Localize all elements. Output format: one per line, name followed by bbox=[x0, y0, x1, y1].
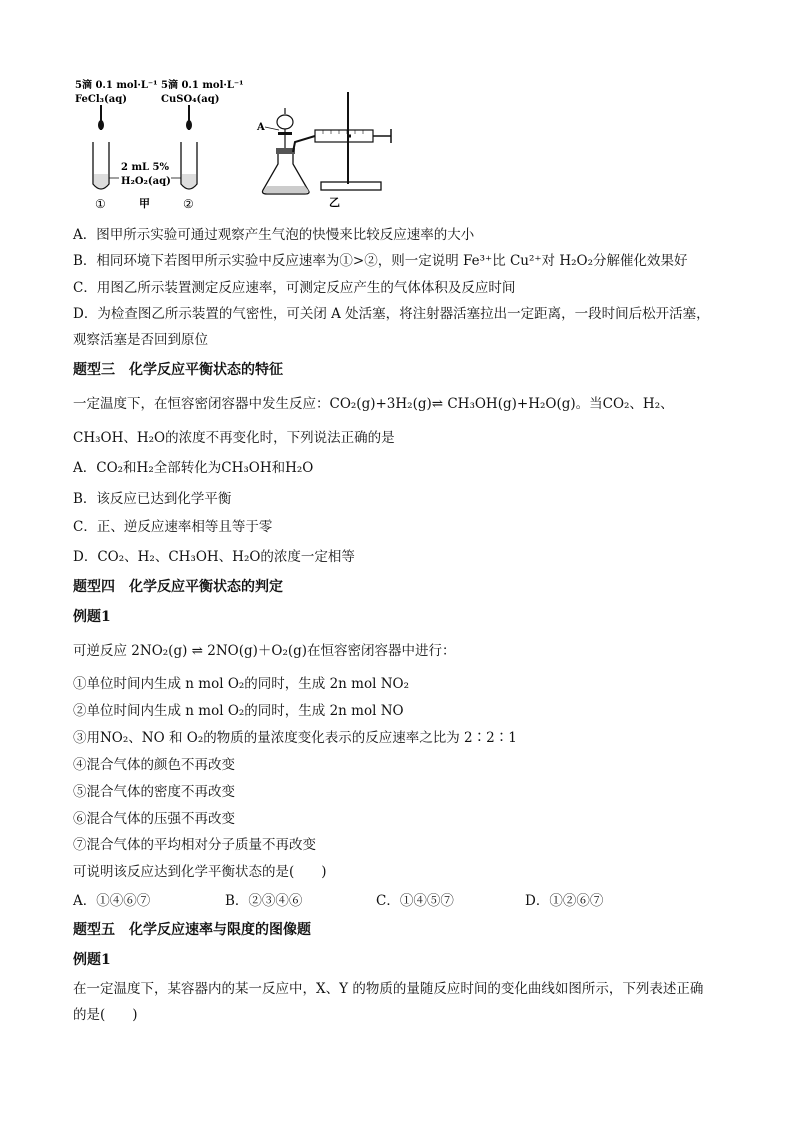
section4-option-b: B．②③④⑥ bbox=[225, 893, 303, 909]
section5-example-label: 例题1 bbox=[73, 952, 111, 968]
reagent2-drops-label: 5滴 0.1 mol·L⁻¹ bbox=[161, 80, 244, 91]
prev-option-d-line2: 观察活塞是否回到原位 bbox=[73, 332, 208, 348]
section3-stem-line1: 一定温度下，在恒容密闭容器中发生反应：CO₂(g)+3H₂(g)⇌ CH₃OH(g)+H₂O(g)。当CO₂、H₂、 bbox=[73, 396, 674, 412]
section4-question: 可说明该反应达到化学平衡状态的是( ) bbox=[73, 864, 327, 880]
jia-caption: 甲 bbox=[139, 197, 150, 210]
section5-stem-line2: 的是( ) bbox=[73, 1007, 138, 1023]
section3-option-b: B．该反应已达到化学平衡 bbox=[73, 491, 232, 507]
section4-option-c: C．①④⑤⑦ bbox=[376, 893, 454, 909]
syringe bbox=[315, 129, 391, 143]
section4-item-1: ①单位时间内生成 n mol O₂的同时，生成 2n mol NO₂ bbox=[73, 676, 409, 692]
section5-stem-line1: 在一定温度下，某容器内的某一反应中，X、Y 的物质的量随反应时间的变化曲线如图所示，下列表述正确 bbox=[73, 981, 704, 997]
separatory-funnel bbox=[277, 108, 293, 150]
section4-option-a: A．①④⑥⑦ bbox=[73, 893, 151, 909]
section4-item-2: ②单位时间内生成 n mol O₂的同时，生成 2n mol NO bbox=[73, 703, 404, 719]
section5-heading: 题型五 化学反应速率与限度的图像题 bbox=[73, 922, 311, 938]
h2o2-amount-label: 2 mL 5% bbox=[121, 162, 169, 173]
reagent1-drops-label: 5滴 0.1 mol·L⁻¹ bbox=[75, 80, 158, 91]
section3-heading: 题型三 化学反应平衡状态的特征 bbox=[73, 362, 283, 378]
tube1-label: ① bbox=[95, 197, 106, 211]
section4-item-4: ④混合气体的颜色不再改变 bbox=[73, 757, 235, 773]
prev-option-d-line1: D．为检查图乙所示装置的气密性，可关闭 A 处活塞，将注射器活塞拉出一定距离，一段时间后松开活塞， bbox=[73, 306, 710, 322]
prev-option-c: C．用图乙所示装置测定反应速率，可测定反应产生的气体体积及反应时间 bbox=[73, 280, 516, 296]
section4-example-label: 例题1 bbox=[73, 609, 111, 625]
h2o2-name-label: H₂O₂(aq) bbox=[121, 176, 171, 187]
yi-caption: 乙 bbox=[329, 196, 340, 209]
section4-option-d: D．①②⑥⑦ bbox=[525, 893, 604, 909]
section3-option-a: A．CO₂和H₂全部转化为CH₃OH和H₂O bbox=[73, 460, 314, 476]
section4-heading: 题型四 化学反应平衡状态的判定 bbox=[73, 579, 283, 595]
tube2-label: ② bbox=[183, 197, 194, 211]
experiment-figure bbox=[73, 72, 403, 212]
section4-stem: 可逆反应 2NO₂(g) ⇌ 2NO(g)＋O₂(g)在恒容密闭容器中进行： bbox=[73, 643, 456, 659]
section4-item-6: ⑥混合气体的压强不再改变 bbox=[73, 811, 235, 827]
section4-item-7: ⑦混合气体的平均相对分子质量不再改变 bbox=[73, 837, 316, 853]
reagent1-name-label: FeCl₃(aq) bbox=[75, 94, 127, 105]
section3-stem-line2: CH₃OH、H₂O的浓度不再变化时，下列说法正确的是 bbox=[73, 430, 395, 446]
label-a: A bbox=[257, 122, 265, 133]
section4-item-5: ⑤混合气体的密度不再改变 bbox=[73, 784, 235, 800]
section3-option-c: C．正、逆反应速率相等且等于零 bbox=[73, 519, 273, 535]
dropper-1 bbox=[98, 105, 104, 130]
dropper-2 bbox=[186, 105, 192, 130]
section4-item-3: ③用NO₂、NO 和 O₂的物质的量浓度变化表示的反应速率之比为 2∶2∶1 bbox=[73, 730, 517, 746]
prev-option-a: A．图甲所示实验可通过观察产生气泡的快慢来比较反应速率的大小 bbox=[73, 227, 475, 243]
prev-option-b: B．相同环境下若图甲所示实验中反应速率为①>②，则一定说明 Fe³⁺比 Cu²⁺对 H₂O₂分解催化效果好 bbox=[73, 253, 688, 269]
section3-option-d: D．CO₂、H₂、CH₃OH、H₂O的浓度一定相等 bbox=[73, 549, 355, 565]
reagent2-name-label: CuSO₄(aq) bbox=[161, 94, 220, 105]
